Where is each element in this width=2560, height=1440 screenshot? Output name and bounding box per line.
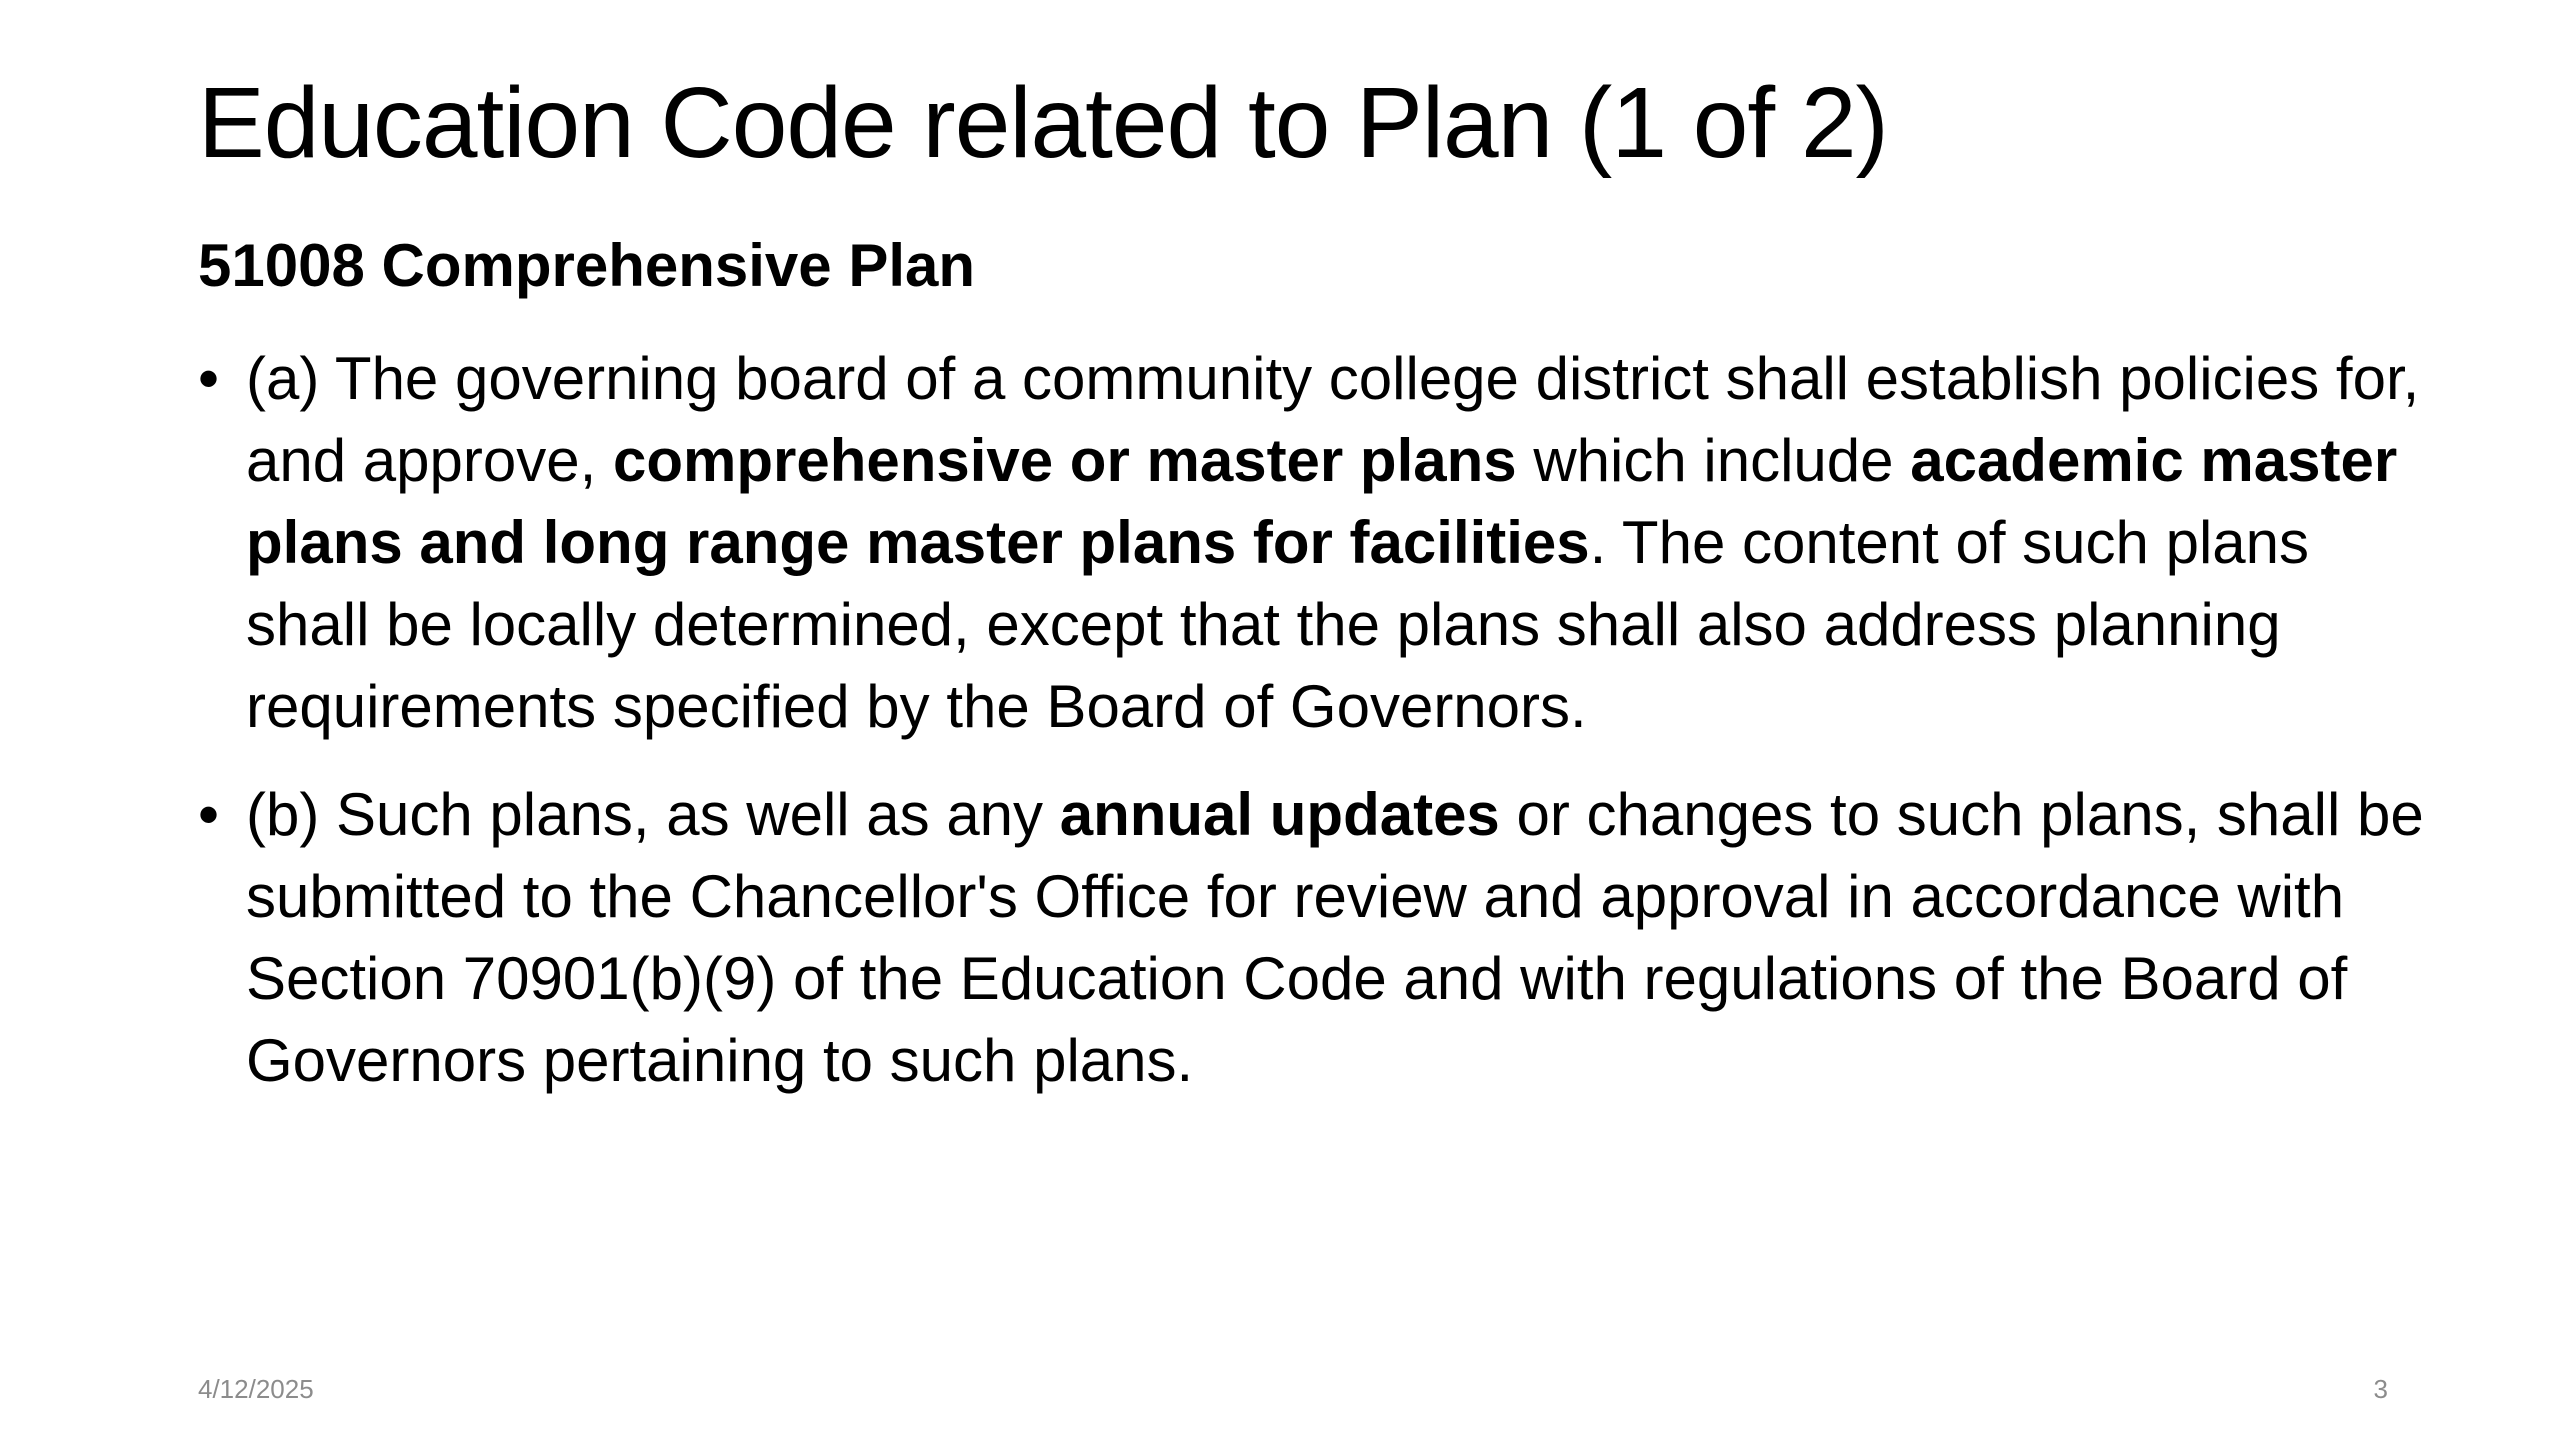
section-heading: 51008 Comprehensive Plan (198, 232, 976, 299)
bullet-item-a (198, 338, 2438, 748)
bullet-a-segment-1: (a) The governing board of a community college district shall establish policies for, and approve, (246, 345, 2420, 494)
bullet-a-bold-comprehensive-plans: comprehensive or master plans (612, 427, 1517, 494)
bullet-a-segment-3: which include (1516, 427, 1911, 494)
bullet-a-segment-5: . The content of such plans shall be locally determined, except that the plans shall also address planning requirements specified by the Board of Governors. (246, 509, 2310, 740)
slide-title: Education Code related to Plan (1 of 2) (198, 67, 1888, 179)
bullet-dot: • (198, 345, 220, 412)
bullet-b-segment-1: (b) Such plans, as well as any (246, 781, 1060, 848)
bullet-dot: • (198, 781, 220, 848)
footer-page-number: 3 (2373, 1374, 2388, 1404)
bullet-b-segment-3: or changes to such plans, shall be submitted to the Chancellor's Office for review and approval in accordance with Section 70901(b)(9) of the Education Code and with regulations of the Board of Governors pertaining to such plans. (246, 781, 2424, 1094)
bullet-b-bold-annual-updates: annual updates (1059, 781, 1500, 848)
bullet-item-b (198, 774, 2438, 1102)
bullet-list (198, 338, 2438, 1102)
slide-content (198, 222, 2438, 1128)
footer-date: 4/12/2025 (198, 1374, 314, 1404)
bullet-a-bold-academic-plans: academic master plans and long range master plans for facilities (246, 427, 2398, 576)
